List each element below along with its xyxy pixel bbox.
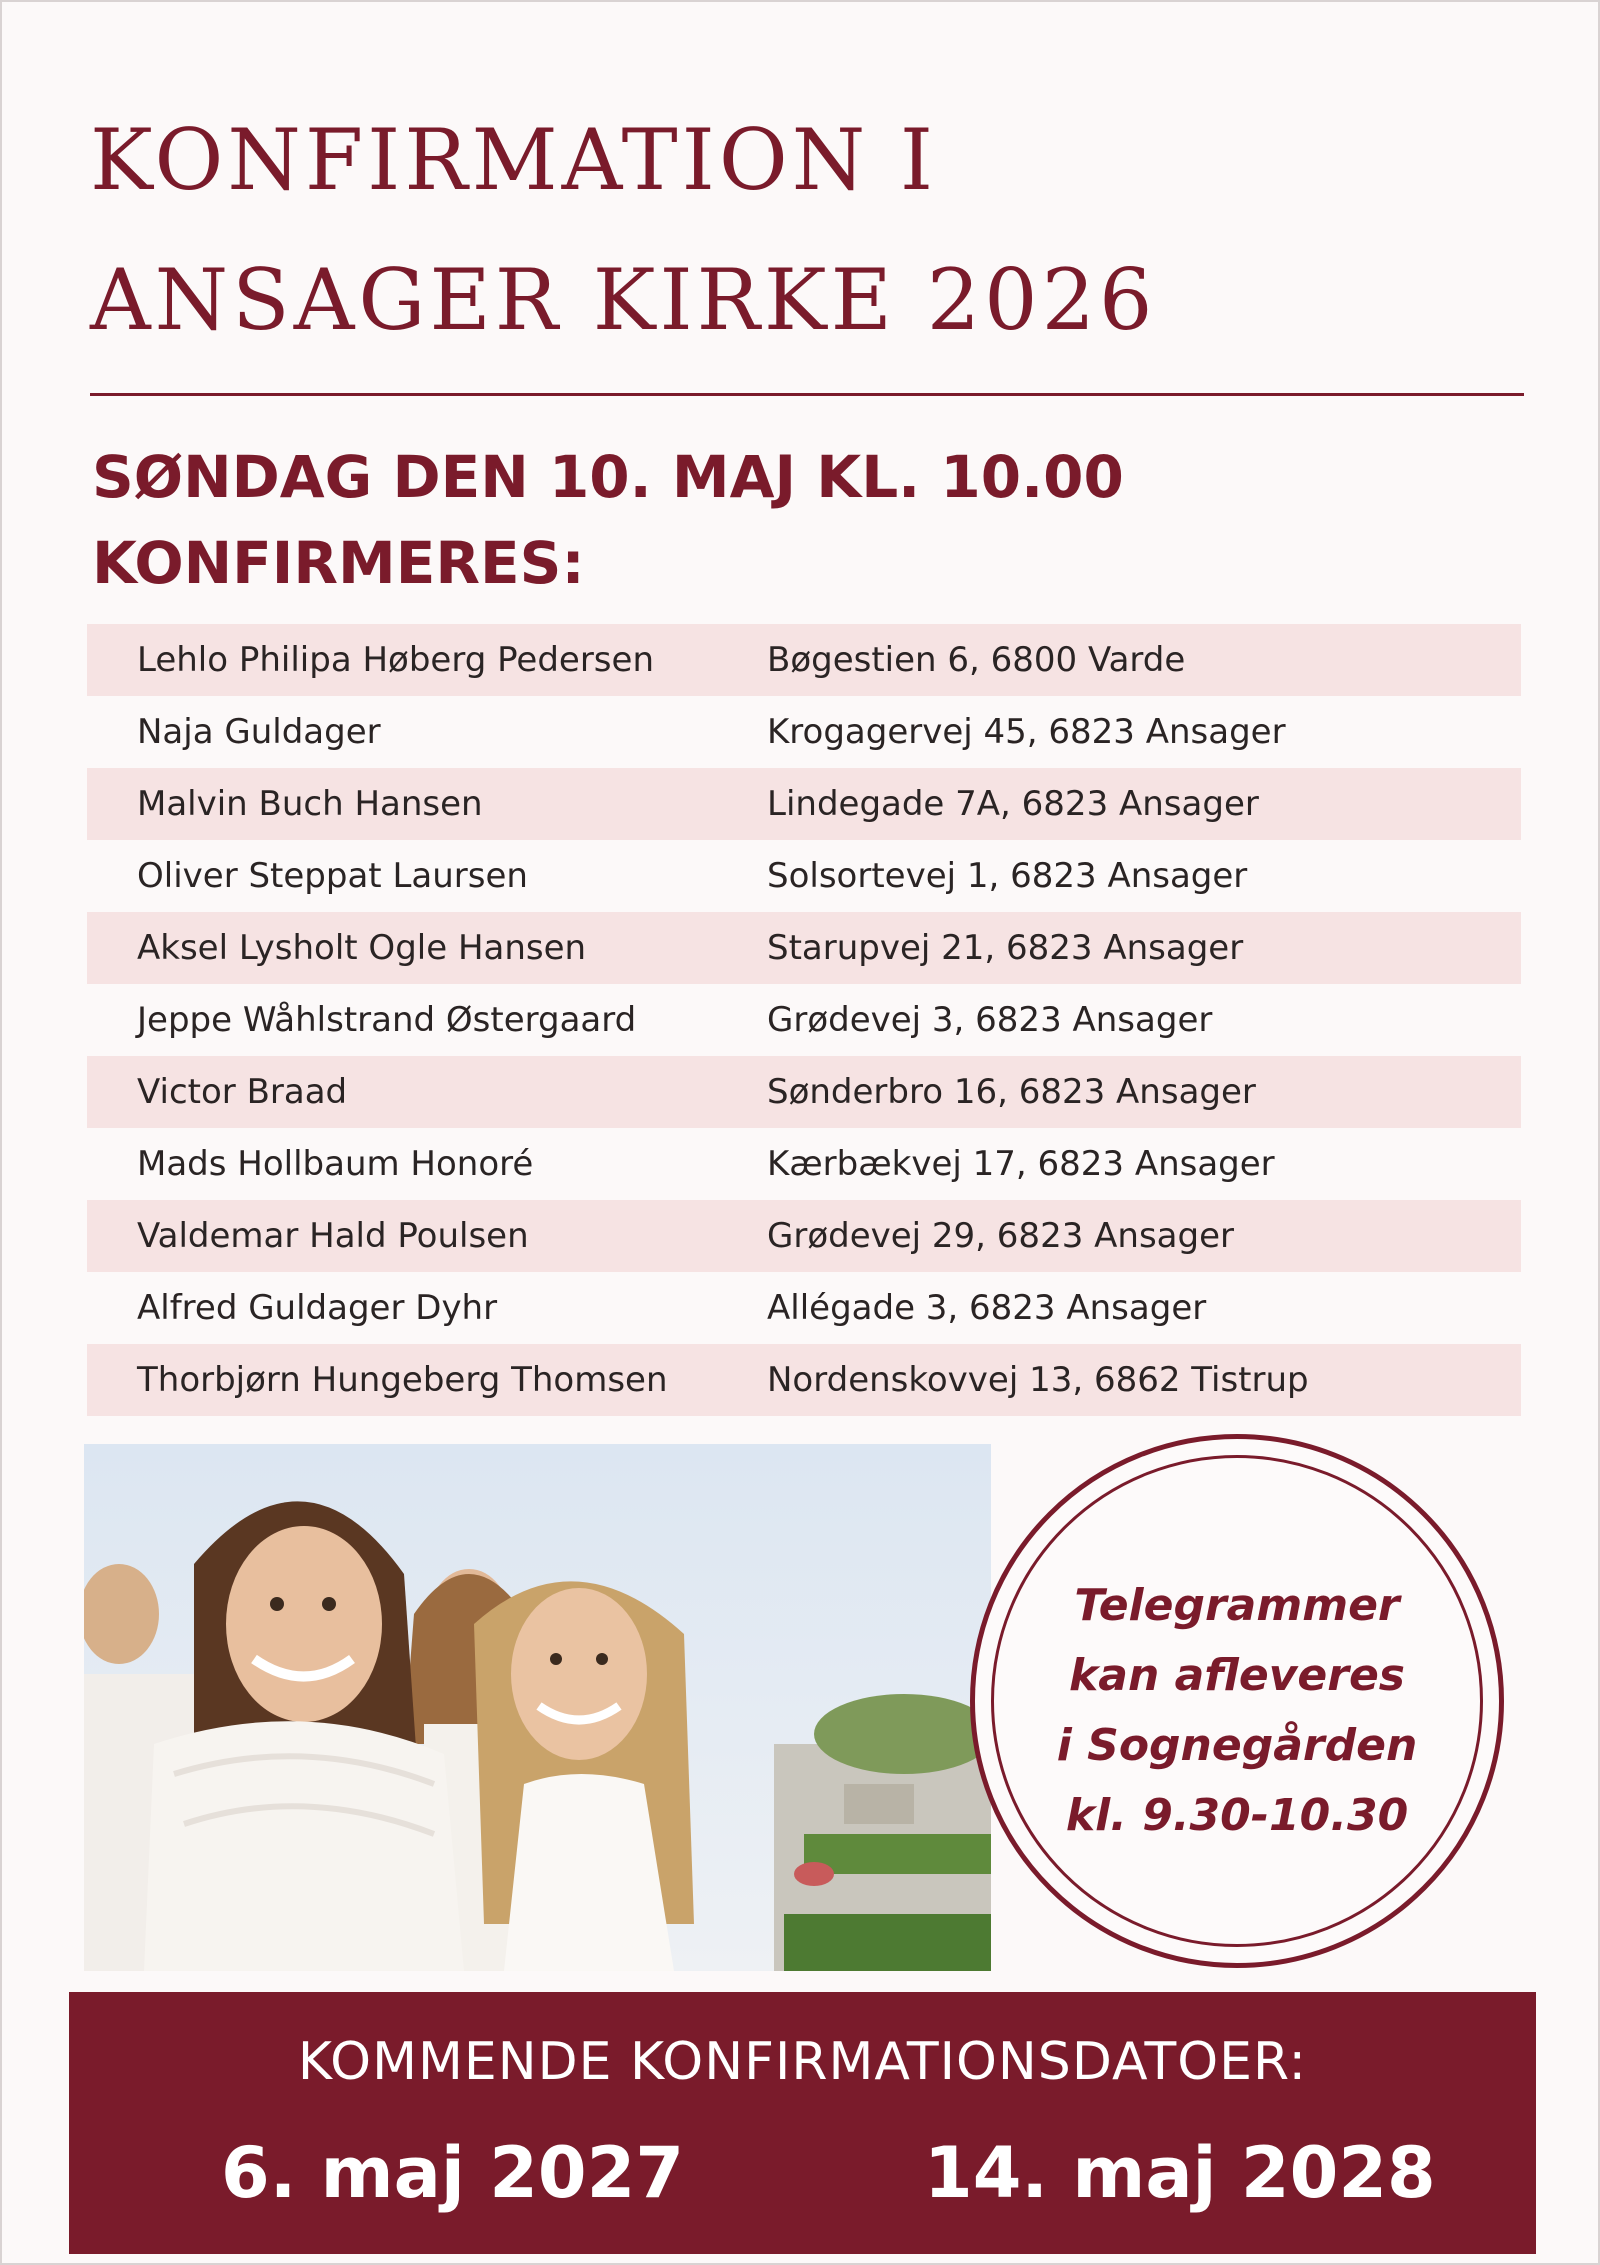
confirmand-name: Lehlo Philipa Høberg Pedersen <box>137 640 654 680</box>
upcoming-date-1: 6. maj 2027 <box>221 2132 685 2214</box>
confirmation-photo <box>84 1444 991 1971</box>
title-line-2: ANSAGER KIRKE 2026 <box>90 251 1157 349</box>
telegram-line-1: Telegrammer <box>1074 1580 1400 1631</box>
confirmand-address: Starupvej 21, 6823 Ansager <box>767 928 1244 968</box>
confirmand-address: Kærbækvej 17, 6823 Ansager <box>767 1144 1275 1184</box>
confirmand-address: Sønderbro 16, 6823 Ansager <box>767 1072 1256 1112</box>
confirmand-address: Bøgestien 6, 6800 Varde <box>767 640 1186 680</box>
telegram-notice <box>975 1571 1499 1851</box>
list-item <box>87 624 1521 696</box>
confirmand-address: Krogagervej 45, 6823 Ansager <box>767 712 1286 752</box>
list-item <box>87 1200 1521 1272</box>
confirmand-name: Malvin Buch Hansen <box>137 784 483 824</box>
confirmand-address: Grødevej 3, 6823 Ansager <box>767 1000 1213 1040</box>
confirmand-address: Solsortevej 1, 6823 Ansager <box>767 856 1248 896</box>
telegram-line-4: kl. 9.30-10.30 <box>1065 1790 1409 1841</box>
upcoming-dates-title: KOMMENDE KONFIRMATIONSDATOER: <box>297 2032 1308 2092</box>
confirmand-name: Naja Guldager <box>137 712 381 752</box>
confirmand-address: Grødevej 29, 6823 Ansager <box>767 1216 1234 1256</box>
confirmand-name: Alfred Guldager Dyhr <box>137 1288 498 1328</box>
title-line-1: KONFIRMATION I <box>90 111 938 209</box>
telegram-badge <box>970 1434 1504 1968</box>
confirmand-name: Thorbjørn Hungeberg Thomsen <box>137 1360 668 1400</box>
service-date: SØNDAG DEN 10. MAJ KL. 10.00 <box>92 443 1124 511</box>
telegram-line-3: i Sognegården <box>1056 1720 1418 1771</box>
list-item <box>87 768 1521 840</box>
confirmand-address: Allégade 3, 6823 Ansager <box>767 1288 1207 1328</box>
upcoming-dates-banner <box>69 1992 1536 2254</box>
confirmand-name: Oliver Steppat Laursen <box>137 856 528 896</box>
photo-illustration <box>84 1444 991 1971</box>
confirmand-name: Valdemar Hald Poulsen <box>137 1216 529 1256</box>
list-item <box>87 1344 1521 1416</box>
list-item <box>87 1272 1521 1344</box>
list-item <box>87 840 1521 912</box>
confirmand-address: Nordenskovvej 13, 6862 Tistrup <box>767 1360 1309 1400</box>
confirmand-name: Victor Braad <box>137 1072 348 1112</box>
confirmand-name: Mads Hollbaum Honoré <box>137 1144 534 1184</box>
upcoming-date-2: 14. maj 2028 <box>924 2132 1436 2214</box>
confirmand-list <box>87 624 1521 1416</box>
confirmands-heading: KONFIRMERES: <box>92 529 585 597</box>
list-item <box>87 696 1521 768</box>
page-title <box>90 90 1550 370</box>
list-item <box>87 1056 1521 1128</box>
list-item <box>87 1128 1521 1200</box>
title-divider <box>90 393 1524 396</box>
confirmand-name: Jeppe Wåhlstrand Østergaard <box>137 1000 637 1040</box>
telegram-line-2: kan afleveres <box>1068 1650 1405 1701</box>
list-item <box>87 984 1521 1056</box>
confirmand-address: Lindegade 7A, 6823 Ansager <box>767 784 1259 824</box>
confirmand-name: Aksel Lysholt Ogle Hansen <box>137 928 587 968</box>
list-item <box>87 912 1521 984</box>
